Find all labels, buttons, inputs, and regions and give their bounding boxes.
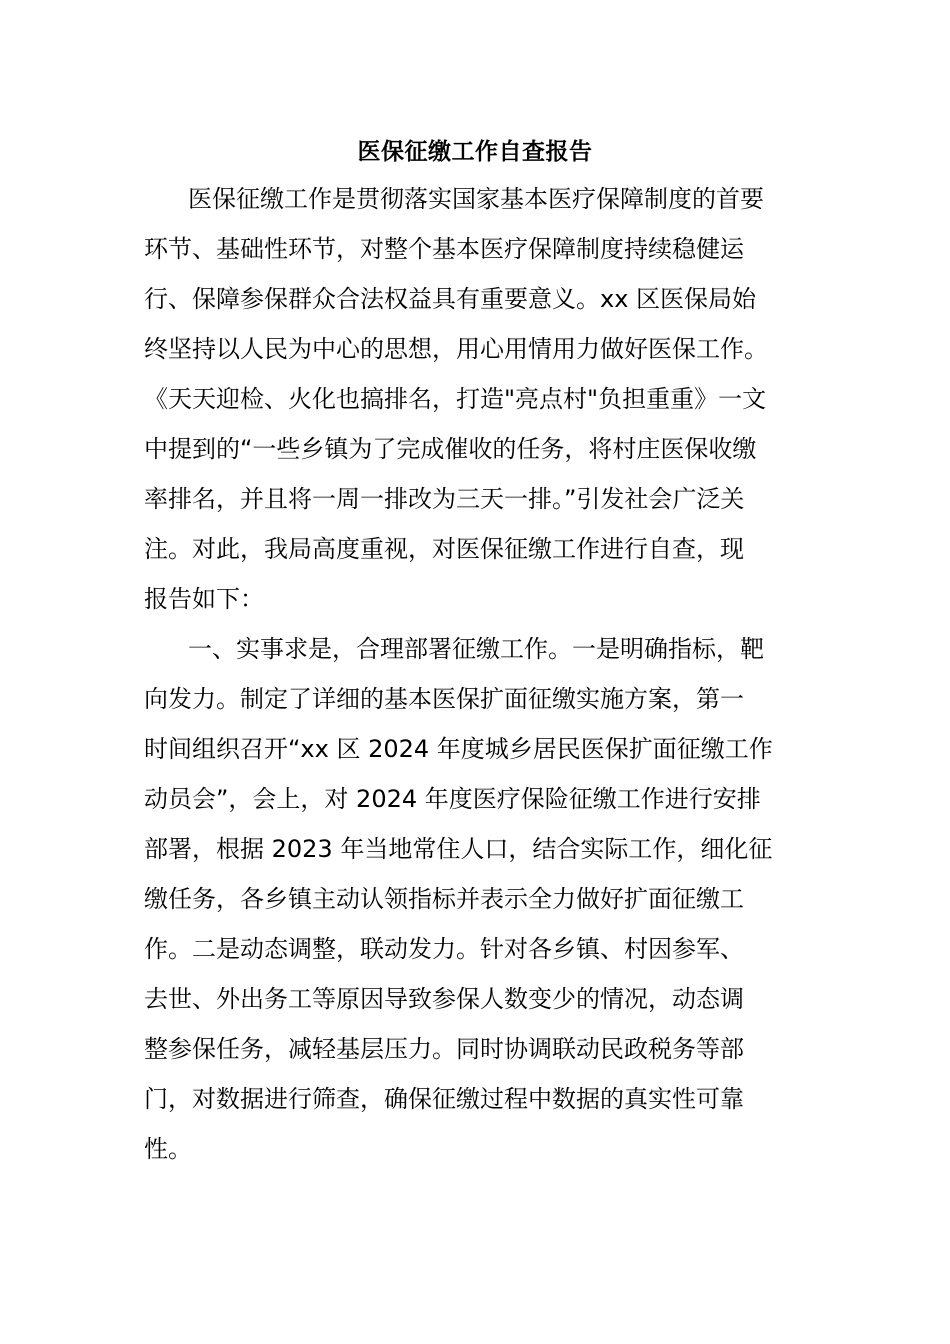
paragraph-2-line: 向发力。制定了详细的基本医保扩面征缴实施方案，第一 bbox=[144, 685, 744, 713]
paragraph-2-line: 动员会”，会上，对 2024 年度医疗保险征缴工作进行安排 bbox=[144, 785, 761, 813]
paragraph-1-line: 终坚持以人民为中心的思想，用心用情用力做好医保工作。 bbox=[144, 335, 768, 363]
paragraph-1-line: 率排名，并且将一周一排改为三天一排。”引发社会广泛关 bbox=[144, 485, 745, 513]
paragraph-1-line: 报告如下： bbox=[144, 585, 264, 613]
paragraph-2-line: 整参保任务，减轻基层压力。同时协调联动民政税务等部 bbox=[144, 1035, 744, 1063]
paragraph-1-line: 行、保障参保群众合法权益具有重要意义。xx 区医保局始 bbox=[144, 285, 757, 313]
paragraph-2-line: 性。 bbox=[144, 1135, 192, 1163]
paragraph-2-line: 门，对数据进行筛查，确保征缴过程中数据的真实性可靠 bbox=[144, 1085, 744, 1113]
paragraph-2-line: 部署，根据 2023 年当地常住人口，结合实际工作，细化征 bbox=[144, 835, 773, 863]
paragraph-1-line: 《天天迎检、火化也搞排名，打造"亮点村"负担重重》一文 bbox=[144, 385, 767, 413]
paragraph-2-line: 作。二是动态调整，联动发力。针对各乡镇、村因参军、 bbox=[144, 935, 744, 963]
document-title: 医保征缴工作自查报告 bbox=[357, 139, 593, 165]
paragraph-1-line: 中提到的“一些乡镇为了完成催收的任务，将村庄医保收缴 bbox=[144, 435, 757, 463]
paragraph-2-line: 时间组织召开“xx 区 2024 年度城乡居民医保扩面征缴工作 bbox=[144, 735, 773, 763]
paragraph-2-line: 一、实事求是，合理部署征缴工作。一是明确指标，靶 bbox=[188, 635, 764, 663]
paragraph-1-line: 注。对此，我局高度重视，对医保征缴工作进行自查，现 bbox=[144, 535, 744, 563]
paragraph-1-line: 环节、基础性环节，对整个基本医疗保障制度持续稳健运 bbox=[144, 235, 744, 263]
paragraph-2-line: 去世、外出务工等原因导致参保人数变少的情况，动态调 bbox=[144, 985, 744, 1013]
paragraph-1-line: 医保征缴工作是贯彻落实国家基本医疗保障制度的首要 bbox=[188, 185, 764, 213]
paragraph-2-line: 缴任务，各乡镇主动认领指标并表示全力做好扩面征缴工 bbox=[144, 885, 744, 913]
